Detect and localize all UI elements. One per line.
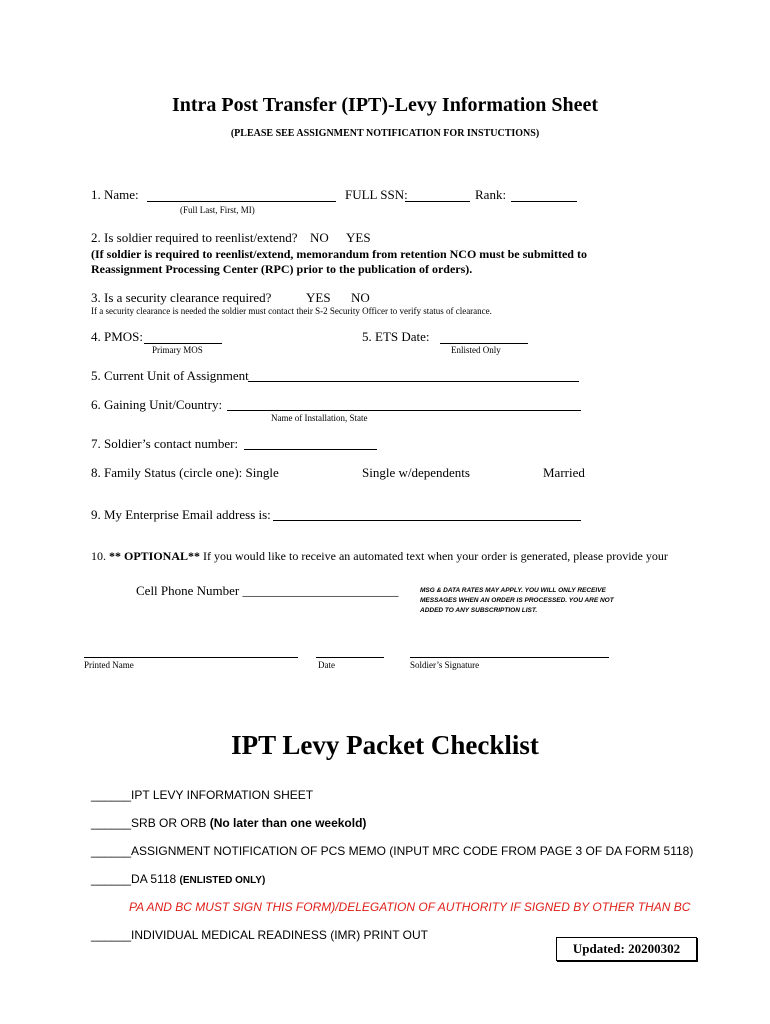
- contact-number-field[interactable]: [244, 449, 377, 450]
- updated-box: Updated: 20200302: [556, 937, 697, 961]
- sms-disclaimer-line1: MSG & DATA RATES MAY APPLY. YOU WILL ONLY RECEIVE: [420, 587, 606, 594]
- sms-disclaimer-line3: ADDED TO ANY SUBSCRIPTION LIST.: [420, 607, 538, 614]
- optional-text-line: [91, 549, 668, 564]
- clearance-option-yes[interactable]: YES: [306, 290, 331, 305]
- sms-disclaimer-line2: MESSAGES WHEN AN ORDER IS PROCESSED. YOU ARE NOT: [420, 597, 614, 604]
- optional-description: If you would like to receive an automated text when your order is generated, please provide your: [200, 549, 668, 563]
- pmos-field[interactable]: [144, 343, 222, 344]
- ets-date-hint: Enlisted Only: [451, 345, 501, 355]
- checklist-checkbox[interactable]: ______: [91, 928, 132, 942]
- sms-disclaimer: [420, 586, 614, 616]
- clearance-note: If a security clearance is needed the soldier must contact their S-2 Security Officer to verify status of clearance.: [91, 306, 492, 316]
- ets-date-label: 5. ETS Date:: [362, 329, 430, 344]
- ets-date-field[interactable]: [440, 343, 528, 344]
- cell-phone-field[interactable]: Cell Phone Number ________________________: [136, 583, 399, 598]
- reenlist-note-line2: Reassignment Processing Center (RPC) prior to the publication of orders).: [91, 262, 473, 276]
- page-subtitle: (PLEASE SEE ASSIGNMENT NOTIFICATION FOR INSTUCTIONS): [230, 128, 540, 139]
- checklist-checkbox[interactable]: ______: [91, 788, 132, 802]
- email-label: 9. My Enterprise Email address is:: [91, 507, 271, 522]
- ssn-label: FULL SSN:: [345, 187, 408, 202]
- checklist-title: IPT Levy Packet Checklist: [231, 730, 539, 760]
- optional-tag: ** OPTIONAL**: [109, 549, 201, 563]
- soldier-signature-label: Soldier’s Signature: [410, 660, 480, 670]
- checklist-checkbox[interactable]: ______: [91, 872, 132, 886]
- date-field[interactable]: [316, 657, 384, 658]
- email-field[interactable]: [273, 520, 581, 521]
- checklist-checkbox[interactable]: ______: [91, 816, 132, 830]
- printed-name-field[interactable]: [84, 657, 298, 658]
- current-unit-field[interactable]: [248, 381, 579, 382]
- checklist-item: ______SRB OR ORB (No later than one weekold): [91, 816, 367, 830]
- signature-requirement-note: PA AND BC MUST SIGN THIS FORM)/DELEGATION OF AUTHORITY IF SIGNED BY OTHER THAN BC: [129, 900, 691, 914]
- gaining-unit-hint: Name of Installation, State: [271, 413, 368, 423]
- soldier-signature-field[interactable]: [410, 657, 609, 658]
- rank-label: Rank:: [475, 187, 507, 202]
- reenlist-option-yes[interactable]: YES: [346, 230, 371, 245]
- rank-field[interactable]: [511, 201, 577, 202]
- family-status-label: 8. Family Status (circle one): Single: [91, 465, 279, 480]
- optional-number: 10.: [91, 549, 106, 563]
- checklist-item: ______DA 5118 (ENLISTED ONLY): [91, 872, 266, 886]
- date-label: Date: [318, 660, 335, 670]
- family-status-option-dependents[interactable]: Single w/dependents: [362, 465, 470, 480]
- gaining-unit-label: 6. Gaining Unit/Country:: [91, 397, 223, 412]
- reenlist-question: 2. Is soldier required to reenlist/extend?: [91, 230, 298, 245]
- pmos-hint: Primary MOS: [152, 345, 203, 355]
- clearance-question: 3. Is a security clearance required?: [91, 290, 272, 305]
- current-unit-label: 5. Current Unit of Assignment: [91, 368, 249, 383]
- family-status-option-married[interactable]: Married: [543, 465, 585, 480]
- name-field[interactable]: [147, 201, 336, 202]
- reenlist-note-line1: (If soldier is required to reenlist/extend, memorandum from retention NCO must be submitted to: [91, 247, 587, 261]
- pmos-label: 4. PMOS:: [91, 329, 144, 344]
- reenlist-option-no[interactable]: NO: [310, 230, 329, 245]
- contact-number-label: 7. Soldier’s contact number:: [91, 436, 239, 451]
- name-hint: (Full Last, First, MI): [180, 205, 255, 215]
- gaining-unit-field[interactable]: [227, 410, 581, 411]
- checklist-checkbox[interactable]: ______: [91, 844, 132, 858]
- checklist-item: ______INDIVIDUAL MEDICAL READINESS (IMR) PRINT OUT: [91, 928, 428, 942]
- printed-name-label: Printed Name: [84, 660, 134, 670]
- checklist-item: ______IPT LEVY INFORMATION SHEET: [91, 788, 314, 802]
- page-title: Intra Post Transfer (IPT)-Levy Information Sheet: [171, 94, 599, 116]
- checklist-item: ______ASSIGNMENT NOTIFICATION OF PCS MEMO (INPUT MRC CODE FROM PAGE 3 OF DA FORM 5118): [91, 844, 694, 858]
- ssn-field[interactable]: [405, 201, 470, 202]
- clearance-option-no[interactable]: NO: [351, 290, 370, 305]
- name-label: 1. Name:: [91, 187, 139, 202]
